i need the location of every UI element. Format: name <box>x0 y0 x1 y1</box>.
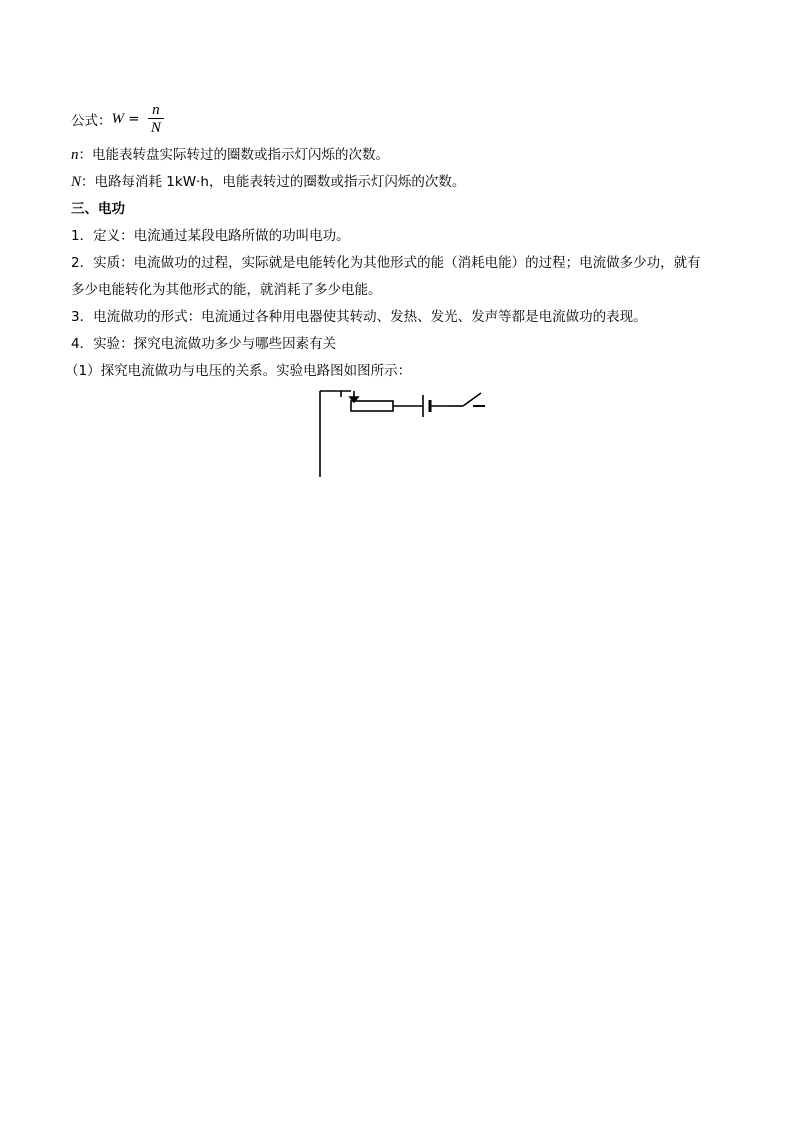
series-circuit-svg <box>71 385 731 513</box>
section-heading: 三、电功 <box>71 201 125 217</box>
formula-numerator: n <box>152 101 160 118</box>
formula-fraction <box>148 102 164 137</box>
def-n <box>71 142 731 169</box>
def-n-symbol: n <box>71 147 79 163</box>
def-N-symbol: N <box>71 174 82 190</box>
para-essence-2: 多少电能转化为其他形式的能，就消耗了多少电能。 <box>71 282 382 298</box>
switch-blade <box>463 393 481 406</box>
formula-lhs: W <box>111 110 124 127</box>
para-experiment: 4．实验：探究电流做功多少与哪些因素有关 <box>71 336 337 352</box>
para-forms: 3．电流做功的形式：电流通过各种用电器使其转动、发热、发光、发声等都是电流做功的表现。 <box>71 309 647 325</box>
formula-denominator: N <box>150 119 161 136</box>
circuit-diagram-series <box>71 385 731 513</box>
def-N-text: ：电路每消耗 1kW·h，电能表转过的圈数或指示灯闪烁的次数。 <box>81 174 466 190</box>
def-N <box>71 169 731 196</box>
para-essence-1: 2．实质：电流做功的过程，实际就是电能转化为其他形式的能（消耗电能）的过程；电流做多少功，就有 <box>71 255 701 271</box>
def-n-text: ：电能表转盘实际转过的圈数或指示灯闪烁的次数。 <box>78 147 389 163</box>
exp1-title: （1）探究电流做功与电压的关系。实验电路图如图所示： <box>65 363 412 379</box>
rheostat-body <box>351 401 393 411</box>
para-definition: 1．定义：电流通过某段电路所做的功叫电功。 <box>71 228 350 244</box>
formula-label: 公式： <box>71 113 112 129</box>
document-page <box>65 96 731 513</box>
energy-formula <box>71 96 731 142</box>
formula-eq: = <box>124 111 144 127</box>
